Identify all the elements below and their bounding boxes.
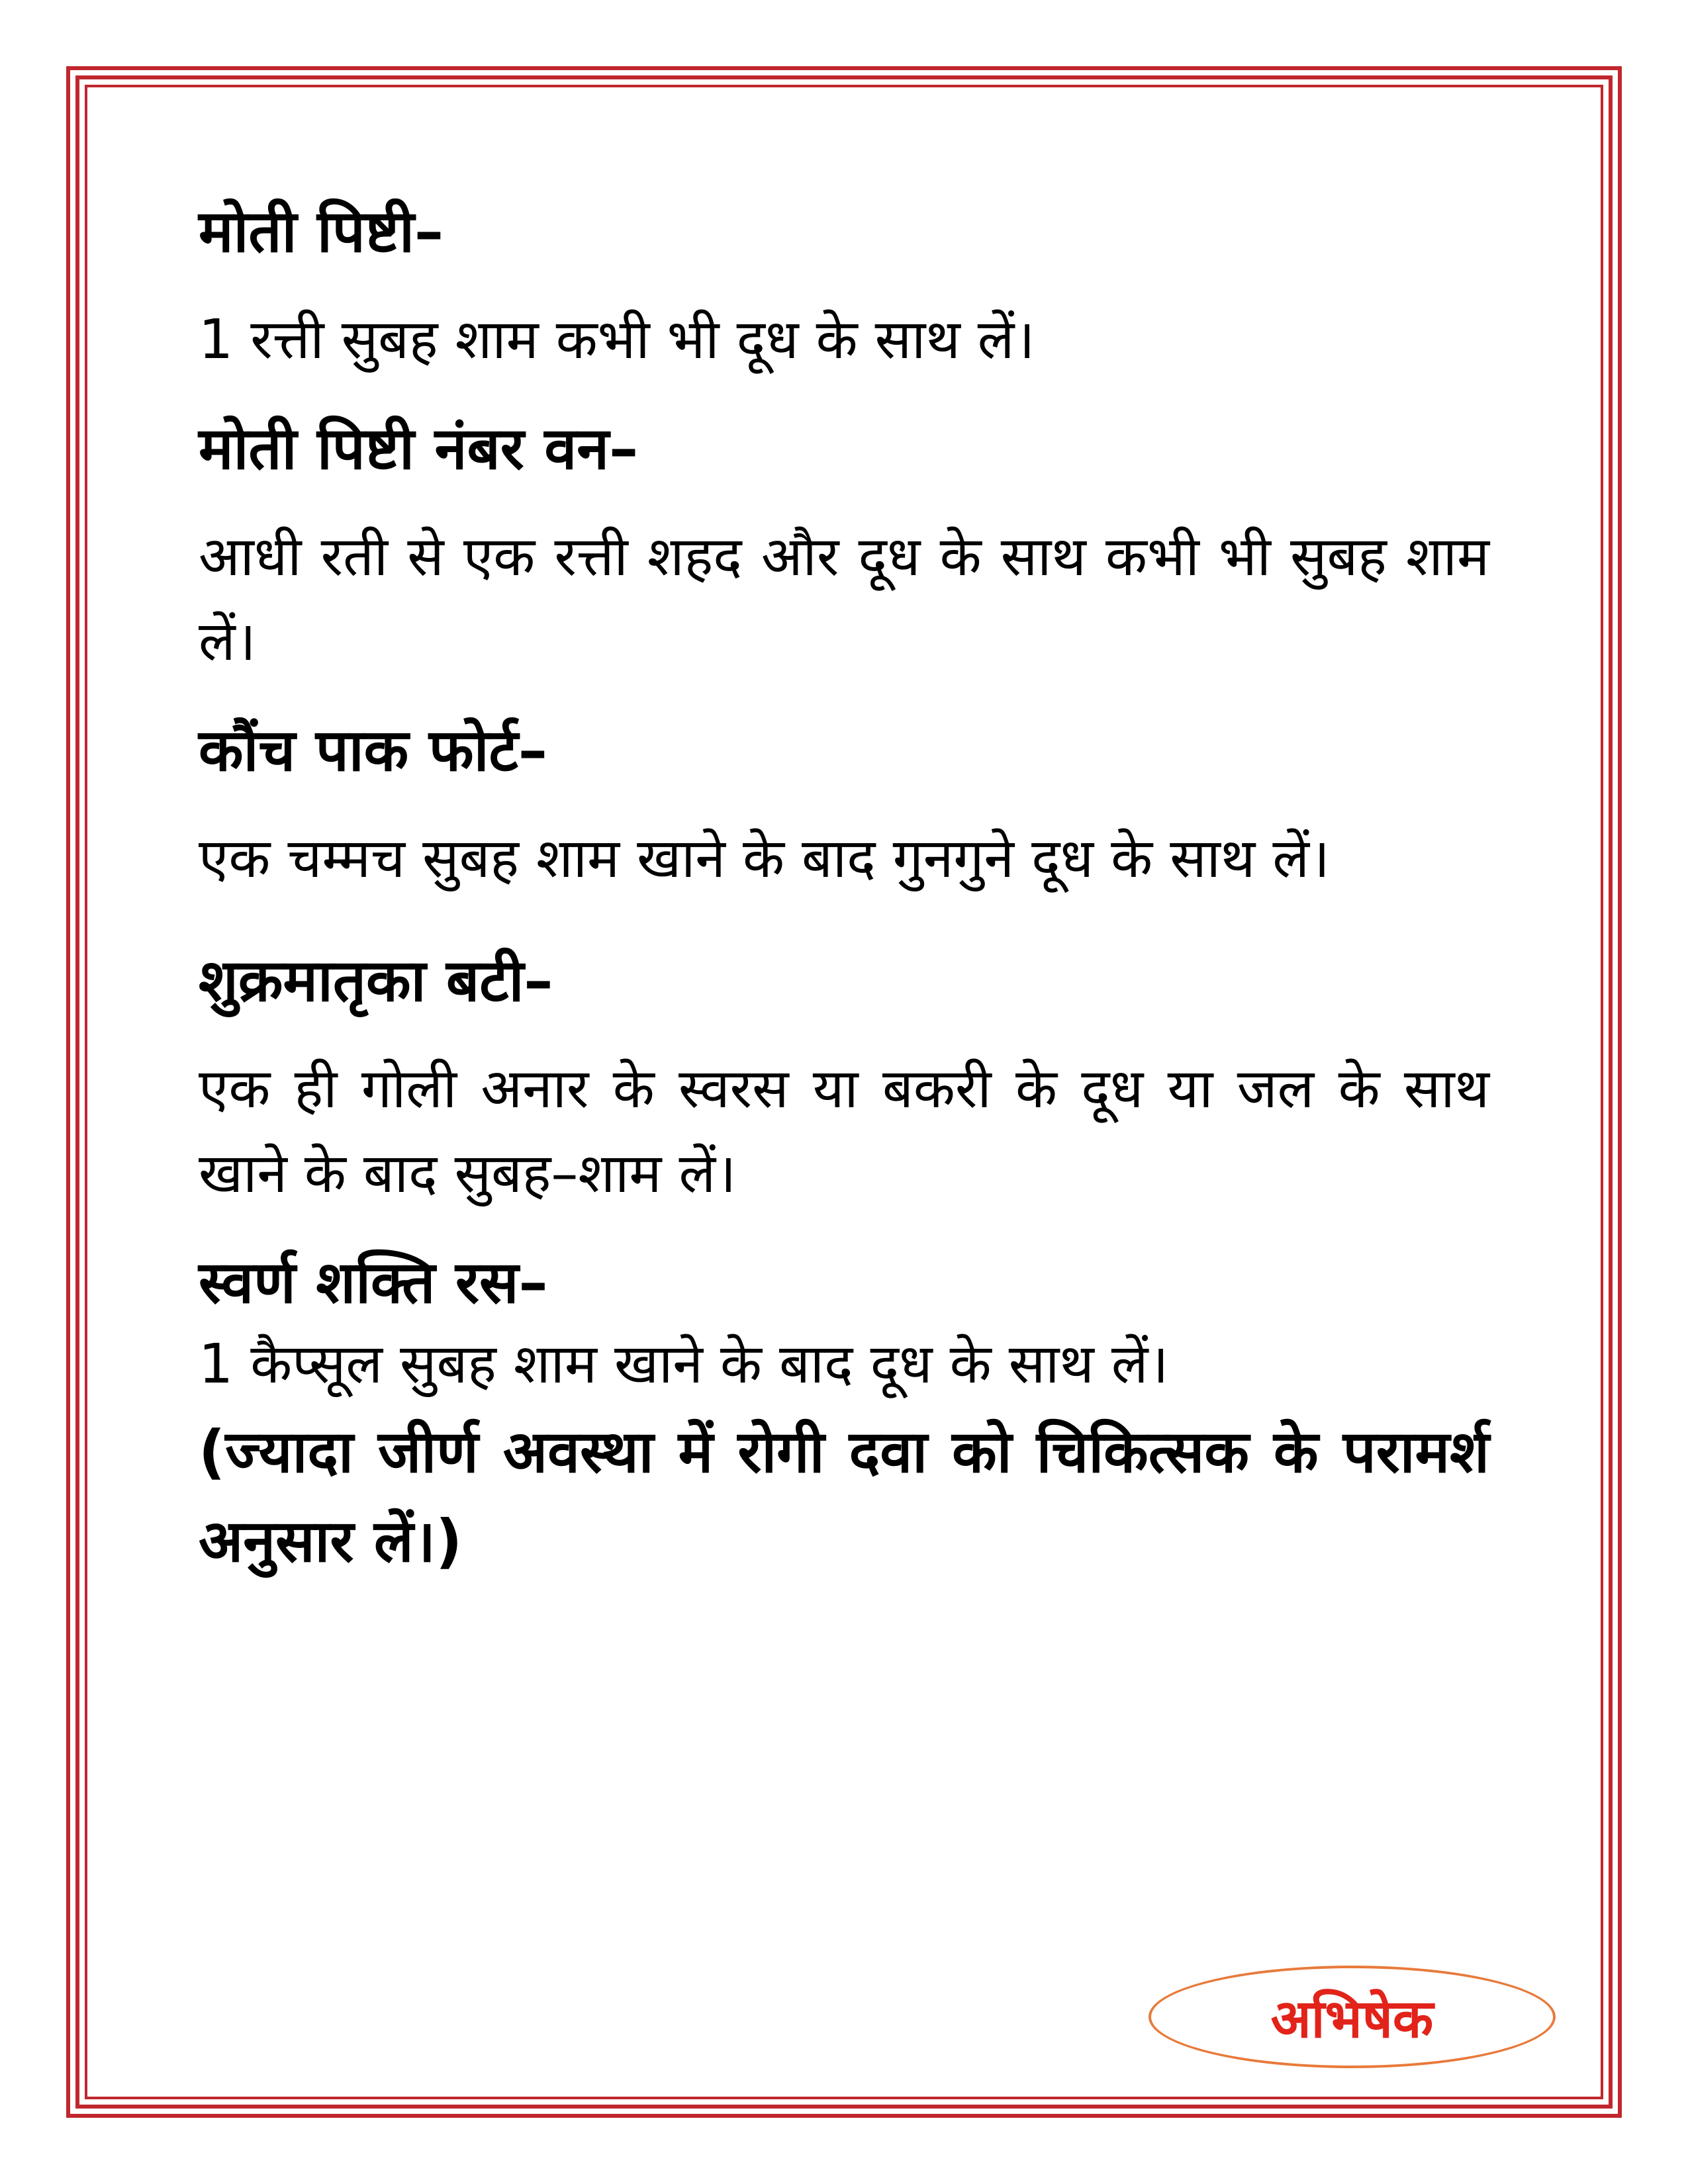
section-text-moti-pishti: 1 रत्ती सुबह शाम कभी भी दूध के साथ लें। (199, 308, 1035, 371)
section-heading-shukramatrika-bati: शुक्रमातृका बटी– (199, 946, 553, 1015)
section-heading-moti-pishti-number-one: मोती पिष्टी नंबर वन– (199, 414, 639, 482)
section-text-kaunch-pak: एक चम्मच सुबह शाम खाने के बाद गुनगुने दूध के साथ लें। (199, 827, 1331, 890)
signature-text: अभिषेक (1270, 1988, 1434, 2050)
section-heading-swarna-shakti-ras: स्वर्ण शक्ति रस– (199, 1248, 548, 1316)
section-text-swarna-shakti-ras: 1 कैप्सूल सुबह शाम खाने के बाद दूध के साथ लें। (199, 1333, 1169, 1396)
document-body (199, 192, 1489, 1586)
section-text-moti-pishti-number-one: आधी रती से एक रत्ती शहद और दूध के साथ कभी भी सुबह शाम लें। (199, 525, 1489, 673)
section-heading-kaunch-pak: कौंच पाक फोर्ट– (199, 716, 547, 784)
section-text-shukramatrika-bati: एक ही गोली अनार के स्वरस या बकरी के दूध या जल के साथ खाने के बाद सुबह–शाम लें। (199, 1058, 1489, 1205)
section-heading-moti-pishti: मोती पिष्टी– (199, 197, 444, 265)
advice-note: (ज्यादा जीर्ण अवस्था में रोगी दवा को चिकित्सक के परामर्श अनुसार लें।) (199, 1418, 1489, 1575)
signature-stamp (1149, 1966, 1556, 2068)
